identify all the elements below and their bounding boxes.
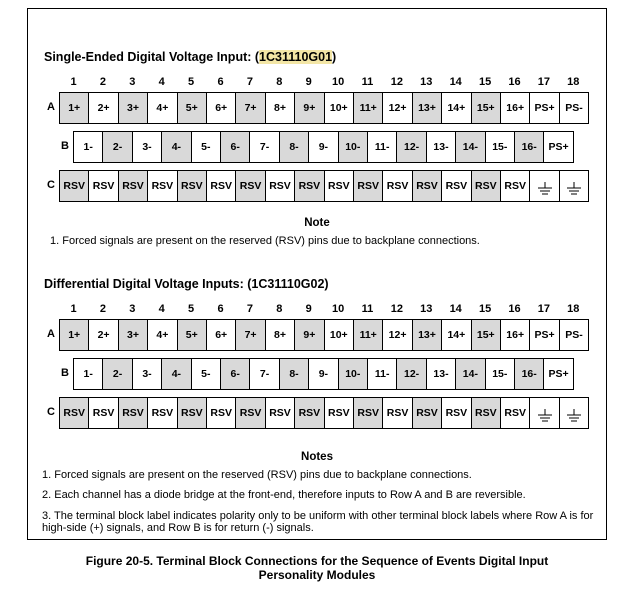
terminal-c-ground	[529, 397, 559, 429]
terminal-a: 13+	[412, 319, 442, 351]
terminal-b: 1-	[73, 131, 103, 163]
column-number: 11	[361, 76, 374, 88]
caption-line-1: Figure 20-5. Terminal Block Connections for the Sequence of Events Digital Input	[85, 554, 549, 568]
terminal-b: 8-	[279, 131, 309, 163]
terminal-b: 3-	[132, 131, 162, 163]
terminal-c-rsv: RSV	[118, 397, 148, 429]
section1-notes-heading: Note	[304, 217, 330, 229]
row-label-c: C	[47, 179, 55, 191]
terminal-a: 15+	[471, 319, 501, 351]
terminal-b: 8-	[279, 358, 309, 390]
terminal-a: 7+	[235, 92, 265, 124]
ground-icon	[565, 181, 583, 195]
terminal-b: 7-	[249, 358, 279, 390]
column-number: 4	[158, 76, 165, 88]
terminal-c-rsv: RSV	[382, 397, 412, 429]
terminal-c-rsv: RSV	[471, 170, 501, 202]
terminal-b: 13-	[426, 131, 456, 163]
column-number: 14	[449, 303, 462, 315]
terminal-a: 13+	[412, 92, 442, 124]
terminal-a: 8+	[265, 92, 295, 124]
row-label-a: A	[47, 328, 55, 340]
terminal-a: 5+	[177, 92, 207, 124]
column-number: 11	[361, 303, 374, 315]
section2-title: Differential Digital Voltage Inputs: (1C31110G02)	[44, 277, 329, 291]
terminal-a: 3+	[118, 319, 148, 351]
terminal-c-rsv: RSV	[294, 170, 324, 202]
terminal-c-rsv: RSV	[382, 170, 412, 202]
terminal-a: 9+	[294, 319, 324, 351]
section1-title	[44, 50, 336, 64]
ground-icon	[565, 408, 583, 422]
terminal-b: 12-	[396, 358, 426, 390]
column-number: 1	[70, 76, 77, 88]
terminal-a: 1+	[59, 92, 89, 124]
terminal-b: 3-	[132, 358, 162, 390]
section2-note-2: 2. Each channel has a diode bridge at the front-end, therefore inputs to Row A and B are reversible.	[42, 489, 526, 501]
column-number: 16	[508, 303, 521, 315]
terminal-c-rsv: RSV	[88, 170, 118, 202]
column-number: 13	[420, 303, 433, 315]
column-number: 17	[537, 303, 551, 315]
terminal-a: 7+	[235, 319, 265, 351]
column-number: 4	[158, 303, 165, 315]
terminal-b: 1-	[73, 358, 103, 390]
column-number: 3	[129, 76, 136, 88]
terminal-b: 6-	[220, 358, 250, 390]
terminal-b: 9-	[308, 131, 338, 163]
terminal-c-rsv: RSV	[59, 397, 89, 429]
column-number: 10	[331, 303, 345, 315]
terminal-a: 12+	[382, 319, 412, 351]
terminal-c-rsv: RSV	[353, 170, 383, 202]
section1-note-1: 1. Forced signals are present on the reserved (RSV) pins due to backplane connections.	[50, 235, 480, 247]
row-label-c: C	[47, 406, 55, 418]
terminal-b: 10-	[338, 131, 368, 163]
terminal-a: 6+	[206, 319, 236, 351]
terminal-a: PS+	[529, 319, 559, 351]
terminal-c-rsv: RSV	[412, 397, 442, 429]
terminal-a: 8+	[265, 319, 295, 351]
terminal-c-rsv: RSV	[353, 397, 383, 429]
terminal-a: PS-	[559, 92, 589, 124]
terminal-b: PS+	[543, 358, 573, 390]
column-number: 13	[420, 76, 433, 88]
terminal-c-rsv: RSV	[206, 170, 236, 202]
terminal-b: 16-	[514, 358, 544, 390]
terminal-c-rsv: RSV	[324, 397, 354, 429]
section1-model-highlight: 1C31110G01	[259, 50, 333, 64]
ground-icon	[536, 408, 554, 422]
terminal-a: PS+	[529, 92, 559, 124]
column-number: 7	[246, 76, 253, 88]
terminal-c-rsv: RSV	[265, 170, 295, 202]
column-number: 18	[567, 303, 580, 315]
terminal-a: 6+	[206, 92, 236, 124]
terminal-c-ground	[529, 170, 559, 202]
column-number: 12	[390, 303, 404, 315]
ground-icon	[536, 181, 554, 195]
terminal-c-rsv: RSV	[500, 170, 530, 202]
terminal-c-rsv: RSV	[294, 397, 324, 429]
terminal-a: 1+	[59, 319, 89, 351]
terminal-a: 14+	[441, 319, 471, 351]
terminal-b: 12-	[396, 131, 426, 163]
column-number: 3	[129, 303, 136, 315]
column-number: 6	[217, 303, 224, 315]
terminal-c-rsv: RSV	[441, 170, 471, 202]
column-number: 10	[331, 76, 345, 88]
terminal-c-rsv: RSV	[177, 170, 207, 202]
terminal-c-rsv: RSV	[147, 170, 177, 202]
column-number: 15	[478, 76, 492, 88]
section2-note-1: 1. Forced signals are present on the reserved (RSV) pins due to backplane connections.	[42, 469, 472, 481]
terminal-b: 14-	[455, 358, 485, 390]
terminal-b: 7-	[249, 131, 279, 163]
terminal-b: 2-	[102, 131, 132, 163]
terminal-b: 11-	[367, 358, 397, 390]
section1-title-prefix: Single-Ended Digital Voltage Input: (	[44, 50, 260, 64]
column-number: 17	[537, 76, 551, 88]
terminal-c-rsv: RSV	[441, 397, 471, 429]
terminal-c-rsv: RSV	[471, 397, 501, 429]
terminal-b: PS+	[543, 131, 573, 163]
row-label-b: B	[61, 140, 69, 152]
column-number: 2	[99, 303, 106, 315]
terminal-a: 2+	[88, 92, 118, 124]
column-number: 15	[478, 303, 492, 315]
terminal-b: 4-	[161, 358, 191, 390]
row-label-a: A	[47, 101, 55, 113]
terminal-c-rsv: RSV	[147, 397, 177, 429]
terminal-c-rsv: RSV	[324, 170, 354, 202]
column-number: 9	[305, 303, 312, 315]
column-number: 6	[217, 76, 224, 88]
section2-note-3: 3. The terminal block label indicates polarity only to be uniform with other terminal block labels where Row A is for high-side (+) signals, and Row B is for return (-) signals.	[42, 510, 594, 534]
terminal-c-rsv: RSV	[265, 397, 295, 429]
column-number: 16	[508, 76, 521, 88]
terminal-b: 5-	[191, 358, 221, 390]
section1-title-suffix: )	[332, 50, 337, 64]
column-number: 5	[188, 303, 195, 315]
column-number: 12	[390, 76, 404, 88]
terminal-b: 5-	[191, 131, 221, 163]
terminal-c-rsv: RSV	[412, 170, 442, 202]
row-label-b: B	[61, 367, 69, 379]
terminal-a: 9+	[294, 92, 324, 124]
terminal-c-rsv: RSV	[206, 397, 236, 429]
terminal-a: PS-	[559, 319, 589, 351]
terminal-a: 11+	[353, 92, 383, 124]
terminal-a: 2+	[88, 319, 118, 351]
column-number: 8	[276, 76, 283, 88]
terminal-b: 15-	[485, 358, 515, 390]
terminal-a: 15+	[471, 92, 501, 124]
terminal-a: 16+	[500, 319, 530, 351]
terminal-a: 10+	[324, 92, 354, 124]
terminal-b: 11-	[367, 131, 397, 163]
column-number: 7	[246, 303, 253, 315]
figure-frame	[27, 8, 607, 540]
column-number: 14	[449, 76, 462, 88]
column-number: 5	[188, 76, 195, 88]
terminal-b: 10-	[338, 358, 368, 390]
terminal-c-rsv: RSV	[235, 397, 265, 429]
terminal-b: 16-	[514, 131, 544, 163]
terminal-a: 4+	[147, 92, 177, 124]
terminal-b: 14-	[455, 131, 485, 163]
column-number: 18	[567, 76, 580, 88]
terminal-a: 10+	[324, 319, 354, 351]
figure-caption	[27, 554, 607, 582]
terminal-a: 11+	[353, 319, 383, 351]
column-number: 1	[70, 303, 77, 315]
terminal-a: 3+	[118, 92, 148, 124]
column-number: 2	[99, 76, 106, 88]
terminal-c-ground	[559, 170, 589, 202]
terminal-c-rsv: RSV	[88, 397, 118, 429]
terminal-c-rsv: RSV	[177, 397, 207, 429]
terminal-b: 6-	[220, 131, 250, 163]
terminal-c-rsv: RSV	[235, 170, 265, 202]
terminal-c-rsv: RSV	[59, 170, 89, 202]
terminal-a: 5+	[177, 319, 207, 351]
terminal-c-ground	[559, 397, 589, 429]
terminal-b: 2-	[102, 358, 132, 390]
terminal-a: 14+	[441, 92, 471, 124]
caption-line-2: Personality Modules	[258, 568, 376, 582]
terminal-a: 4+	[147, 319, 177, 351]
terminal-b: 13-	[426, 358, 456, 390]
terminal-b: 15-	[485, 131, 515, 163]
terminal-a: 12+	[382, 92, 412, 124]
terminal-c-rsv: RSV	[500, 397, 530, 429]
column-number: 9	[305, 76, 312, 88]
column-number: 8	[276, 303, 283, 315]
terminal-b: 9-	[308, 358, 338, 390]
terminal-c-rsv: RSV	[118, 170, 148, 202]
terminal-b: 4-	[161, 131, 191, 163]
section2-notes-heading: Notes	[301, 451, 333, 463]
terminal-a: 16+	[500, 92, 530, 124]
